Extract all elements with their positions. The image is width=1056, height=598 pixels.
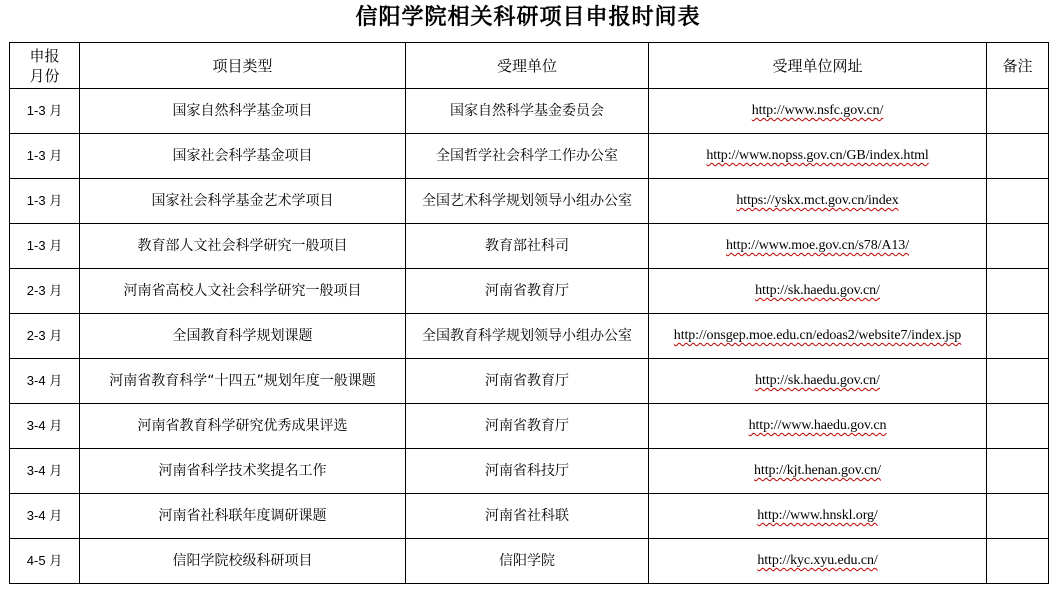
cell-note: [987, 404, 1049, 449]
table-row: [10, 404, 1049, 449]
cell-url: [649, 359, 987, 404]
cell-note: [987, 449, 1049, 494]
page-title: 信阳学院相关科研项目申报时间表: [355, 5, 701, 30]
table-row: [10, 494, 1049, 539]
cell-month: 3-4 月: [10, 494, 80, 539]
header-month-line1: 申报: [29, 46, 60, 65]
header-url: 受理单位网址: [649, 43, 987, 89]
table-row: [10, 224, 1049, 269]
cell-note: [987, 359, 1049, 404]
table-row: [10, 449, 1049, 494]
cell-month: 1-3 月: [10, 134, 80, 179]
cell-month: 1-3 月: [10, 224, 80, 269]
url-link[interactable]: http://sk.haedu.gov.cn/: [755, 373, 880, 388]
cell-unit: 河南省教育厅: [406, 269, 649, 314]
table-row: [10, 89, 1049, 134]
cell-note: [987, 269, 1049, 314]
url-link[interactable]: http://www.nsfc.gov.cn/: [751, 103, 884, 118]
cell-month: 1-3 月: [10, 179, 80, 224]
cell-project-type: 河南省高校人文社会科学研究一般项目: [80, 269, 406, 314]
header-row: [10, 43, 1049, 89]
url-link[interactable]: http://www.nopss.gov.cn/GB/index.html: [706, 148, 929, 163]
cell-url: [649, 404, 987, 449]
cell-url: [649, 314, 987, 359]
cell-url: [649, 494, 987, 539]
cell-url: [649, 539, 987, 584]
header-month-line2: 月份: [29, 66, 60, 85]
cell-unit: 信阳学院: [406, 539, 649, 584]
url-link[interactable]: http://www.hnskl.org/: [757, 508, 878, 523]
cell-unit: 教育部社科司: [406, 224, 649, 269]
url-link[interactable]: http://kyc.xyu.edu.cn/: [757, 553, 878, 568]
cell-unit: 全国教育科学规划领导小组办公室: [406, 314, 649, 359]
cell-unit: 河南省社科联: [406, 494, 649, 539]
cell-unit: 河南省科技厅: [406, 449, 649, 494]
url-link[interactable]: http://www.moe.gov.cn/s78/A13/: [725, 238, 909, 253]
table-row: [10, 314, 1049, 359]
cell-month: 1-3 月: [10, 89, 80, 134]
cell-url: [649, 179, 987, 224]
cell-url: [649, 134, 987, 179]
cell-month: 3-4 月: [10, 449, 80, 494]
cell-project-type: 河南省教育科学研究优秀成果评选: [80, 404, 406, 449]
table-row: [10, 359, 1049, 404]
cell-unit: 河南省教育厅: [406, 404, 649, 449]
cell-note: [987, 179, 1049, 224]
cell-unit: 全国哲学社会科学工作办公室: [406, 134, 649, 179]
cell-month: 4-5 月: [10, 539, 80, 584]
url-link[interactable]: http://kjt.henan.gov.cn/: [754, 463, 881, 478]
cell-month: 2-3 月: [10, 314, 80, 359]
cell-note: [987, 134, 1049, 179]
cell-month: 3-4 月: [10, 359, 80, 404]
header-month: [10, 43, 80, 89]
url-link[interactable]: http://sk.haedu.gov.cn/: [755, 283, 880, 298]
url-link[interactable]: https://yskx.mct.gov.cn/index: [736, 193, 899, 208]
schedule-table: [9, 42, 1049, 584]
cell-url: [649, 89, 987, 134]
cell-unit: 河南省教育厅: [406, 359, 649, 404]
cell-project-type: 信阳学院校级科研项目: [80, 539, 406, 584]
url-link[interactable]: http://www.haedu.gov.cn: [748, 418, 887, 433]
cell-project-type: 河南省教育科学“十四五”规划年度一般课题: [80, 359, 406, 404]
cell-month: 2-3 月: [10, 269, 80, 314]
cell-note: [987, 539, 1049, 584]
cell-note: [987, 89, 1049, 134]
header-note: 备注: [987, 43, 1049, 89]
cell-url: [649, 224, 987, 269]
header-type: 项目类型: [80, 43, 406, 89]
cell-project-type: 国家社会科学基金艺术学项目: [80, 179, 406, 224]
table-row: [10, 179, 1049, 224]
cell-project-type: 国家自然科学基金项目: [80, 89, 406, 134]
url-link[interactable]: http://onsgep.moe.edu.cn/edoas2/website7/index.jsp: [673, 328, 962, 343]
cell-url: [649, 269, 987, 314]
cell-month: 3-4 月: [10, 404, 80, 449]
cell-unit: 国家自然科学基金委员会: [406, 89, 649, 134]
table-row: [10, 539, 1049, 584]
table-row: [10, 134, 1049, 179]
cell-note: [987, 224, 1049, 269]
cell-note: [987, 494, 1049, 539]
cell-project-type: 全国教育科学规划课题: [80, 314, 406, 359]
cell-url: [649, 449, 987, 494]
cell-note: [987, 314, 1049, 359]
header-unit: 受理单位: [406, 43, 649, 89]
table-row: [10, 269, 1049, 314]
cell-unit: 全国艺术科学规划领导小组办公室: [406, 179, 649, 224]
cell-project-type: 河南省社科联年度调研课题: [80, 494, 406, 539]
cell-project-type: 国家社会科学基金项目: [80, 134, 406, 179]
cell-project-type: 教育部人文社会科学研究一般项目: [80, 224, 406, 269]
cell-project-type: 河南省科学技术奖提名工作: [80, 449, 406, 494]
